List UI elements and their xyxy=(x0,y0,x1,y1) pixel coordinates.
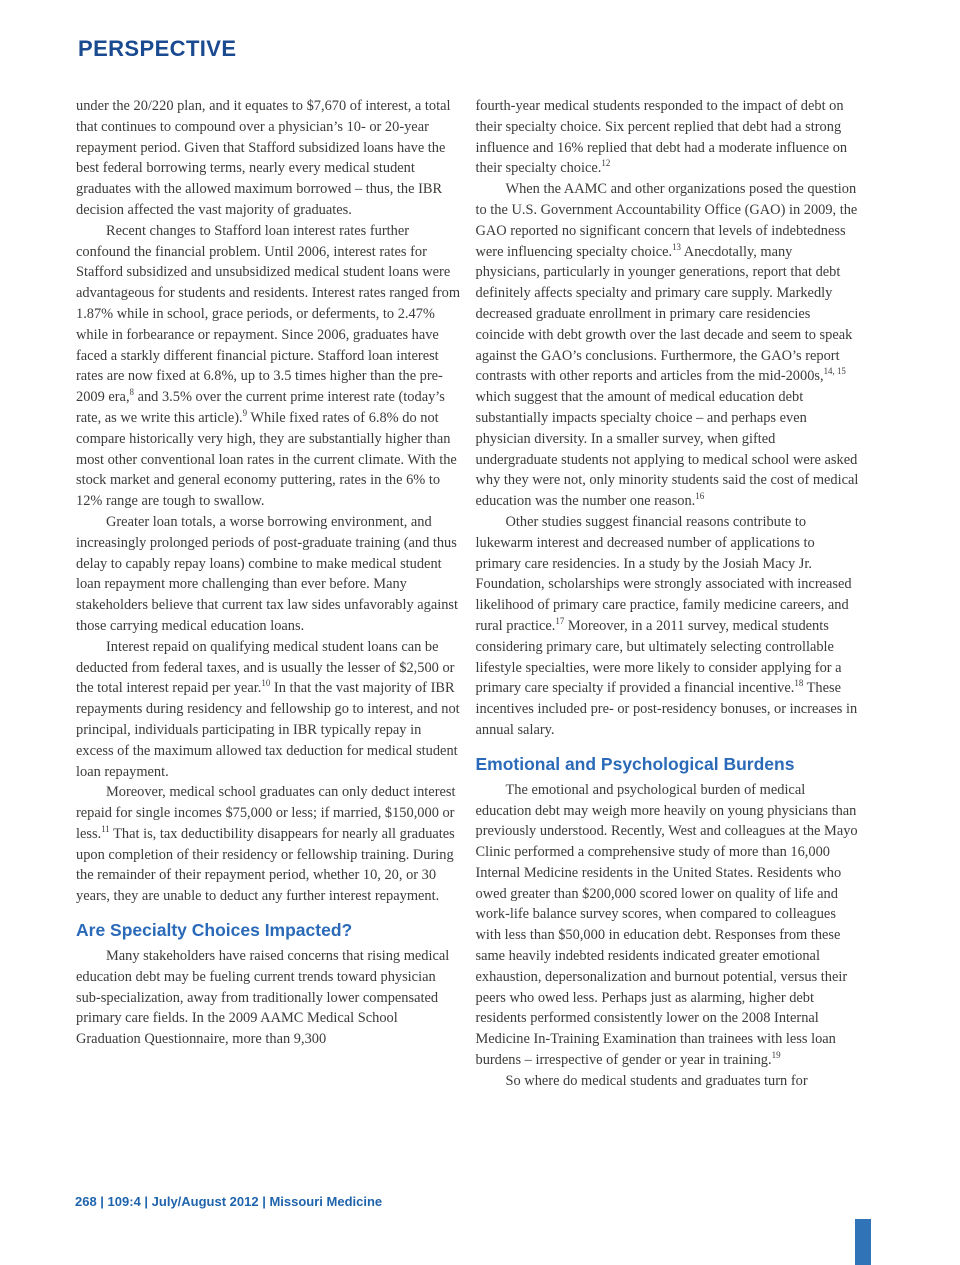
section-heading: Emotional and Psychological Burdens xyxy=(475,753,795,774)
reference-superscript: 14, 15 xyxy=(823,366,846,377)
reference-superscript: 9 xyxy=(242,408,248,419)
reference-superscript: 17 xyxy=(555,616,565,627)
page-footer: 268 | 109:4 | July/August 2012 | Missouri Medicine xyxy=(75,1194,383,1209)
right-column xyxy=(476,96,861,1092)
paragraph: Other studies suggest financial reasons contribute to lukewarm interest and decreased number of applications to primary care residencies. In a study by the Josiah Macy Jr. Foundation, scholarships were strongly associated with increased likelihood of primary care practice, family medicine careers, and rural practice.$^{17}$ Moreover, in a 2011 survey, medical students considering primary care, but ultimately selecting controllable lifestyle specialties, were more likely to consider applying for a primary care specialty if provided a financial incentive.$^{18}$ These incentives included pre- or post-residency bonuses, or increases in annual salary. xyxy=(475,513,858,738)
paragraph: When the AAMC and other organizations posed the question to the U.S. Government Accountability Office (GAO) in 2009, the GAO reported no significant concern that levels of indebtedness were influencing specialty choice.$^{13}$ Anecdotally, many physicians, particularly in younger generations, report that debt definitely affects specialty and primary care supply. Markedly decreased graduate enrollment in primary care residencies coincide with debt growth over the last decade and seem to speak against the GAO’s conclusions. Furthermore, the GAO’s report contrasts with other reports and articles from the mid-2000s,$^{14, 15}$ which suggest that the amount of medical education debt substantially impacts specialty choice – and perhaps even physician diversity. In a smaller survey, when gifted undergraduate students not applying to medical school were asked why they were not, only minority students said the cost of medical education was the number one reason.$^{16}$ xyxy=(475,181,859,510)
reference-superscript: 16 xyxy=(695,491,705,502)
reference-superscript: 18 xyxy=(794,678,804,689)
paragraph: Recent changes to Stafford loan interest rates further confound the financial problem. Until 2006, interest rates for Stafford subsidized and unsubsidized medical student loans were advantageous for students and residents. Interest rates ranged from 1.87% while in school, grace periods, or deferments, to 2.47% while in forbearance or repayment. Since 2006, graduates have faced a starkly different financial picture. Stafford loan interest rates are now fixed at 6.8%, up to 3.5 times higher than the pre-2009 era,$^8$ and 3.5% over the current prime interest rate (today’s rate, as we write this article).$^9$ While fixed rates of 6.8% do not compare historically very high, they are substantially higher than most other conventional loan rates in the current climate. With the stock market and general economy puttering, rates in the 6% to 12% range are tough to swallow. xyxy=(76,222,461,510)
bottom-accent-bar xyxy=(855,1219,871,1265)
reference-superscript: 8 xyxy=(129,387,134,398)
reference-superscript: 11 xyxy=(101,824,110,835)
page-title: PERSPECTIVE xyxy=(78,36,237,61)
paragraph: Moreover, medical school graduates can only deduct interest repaid for single incomes $75,000 or less; if married, $150,000 or less.$^{11}$ That is, tax deductibility disappears for nearly all graduates upon completion of their residency or fellowship training. During the remainder of their repayment period, whether 10, 20, or 30 years, they are unable to deduct any further interest repayment. xyxy=(76,784,456,905)
paragraph: under the 20/220 plan, and it equates to $7,670 of interest, a total that continues to compound over a physician’s 10- or 20-year repayment period. Given that Stafford subsidized loans have the best federal borrowing terms, nearly every medical student graduates with the allowed maximum borrowed – thus, the IBR decision affected the vast majority of graduates. xyxy=(76,98,451,218)
paragraph: Many stakeholders have raised concerns that rising medical education debt may be fueling current trends toward physician sub-specialization, away from traditionally lower compensated primary care fields. In the 2009 AAMC Medical School Graduation Questionnaire, more than 9,300 xyxy=(76,948,450,1048)
left-column xyxy=(76,96,461,1092)
paragraph: fourth-year medical students responded to the impact of debt on their specialty choice. Six percent replied that debt had a strong influence and 16% replied that debt had a moderate influence on their specialty choice.$^{12}$ xyxy=(475,98,848,177)
reference-superscript: 10 xyxy=(261,678,271,689)
paragraph: Interest repaid on qualifying medical student loans can be deducted from federal taxes, and is usually the lesser of $2,500 or the total interest repaid per year.$^{10}$ In that the vast majority of IBR repayments during residency and fellowship go to interest, and not principal, individuals participating in IBR typically repay in excess of the maximum allowed tax deduction for medical student loan repayment. xyxy=(76,638,460,780)
section-heading: Are Specialty Choices Impacted? xyxy=(76,920,353,941)
reference-superscript: 19 xyxy=(771,1050,781,1061)
paragraph: So where do medical students and graduates turn for xyxy=(505,1072,808,1089)
paragraph: Greater loan totals, a worse borrowing environment, and increasingly prolonged periods of post-graduate training (and thus delay to capably repay loans) combine to make medical student loan repayment more challenging than ever before. Many stakeholders believe that current tax law sides unfavorably against those carrying medical education loans. xyxy=(76,513,459,634)
reference-superscript: 12 xyxy=(601,158,611,169)
reference-superscript: 13 xyxy=(672,241,681,252)
article-body xyxy=(76,96,860,1092)
paragraph: The emotional and psychological burden of medical education debt may weigh more heavily on young physicians than previously understood. Recently, West and colleagues at the Mayo Clinic performed a comprehensive study of more than 16,000 Internal Medicine residents in the United States. Residents who owed greater than $200,000 scored lower on quality of life and work-life balance survey scores, when compared to colleagues with less than $50,000 in education debt. Responses from these same heavily indebted residents indicated greater emotional exhaustion, depersonalization and burnout potential, versus their peers who owed less. Perhaps just as alarming, higher debt residents performed consistently lower on the 2008 Internal Medicine In-Training Examination than trainees with less loan burdens – irrespective of gender or year in training.$^{19}$ xyxy=(475,781,858,1069)
